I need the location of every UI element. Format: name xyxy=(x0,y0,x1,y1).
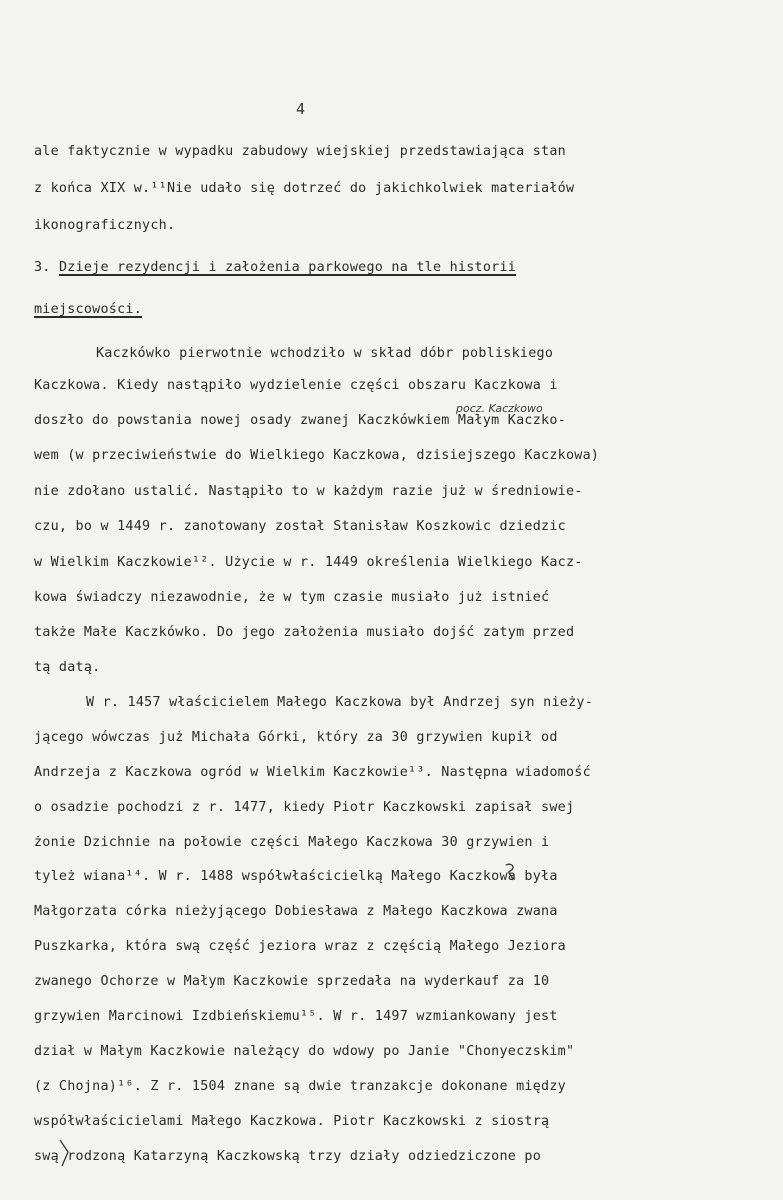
text-line: z końca XIX w.¹¹Nie udało się dotrzeć do jakichkolwiek materiałów xyxy=(34,181,575,196)
text-line: Puszkarka, która swą część jeziora wraz z częścią Małego Jeziora xyxy=(34,939,566,954)
text-line: tą datą. xyxy=(34,660,101,675)
text-line: doszło do powstania nowej osady zwanej Kaczkówkiem Małym Kaczko- xyxy=(34,413,566,428)
text-line: współwłaścicielami Małego Kaczkowa. Piotr Kaczkowski z siostrą xyxy=(34,1114,550,1129)
text-line: Andrzeja z Kaczkowa ogród w Wielkim Kaczkowie¹³. Następna wiadomość xyxy=(34,765,591,780)
text-line: kowa świadczy niezawodnie, że w tym czasie musiało już istnieć xyxy=(34,590,550,605)
text-line: tyleż wiana¹⁴. W r. 1488 współwłaścicielką Małego Kaczkowa była xyxy=(34,869,558,884)
text-line: swą rodzoną Katarzyną Kaczkowską trzy działy odziedziczone po xyxy=(34,1149,542,1164)
handwritten-insertion: pocz. Kaczkowo xyxy=(456,402,543,415)
text-line: Kaczkowa. Kiedy nastąpiło wydzielenie części obszaru Kaczkowa i xyxy=(34,378,558,393)
text-line: czu, bo w 1449 r. zanotowany został Stanisław Koszkowic dziedzic xyxy=(34,519,566,534)
text-line: ikonograficznych. xyxy=(34,218,176,233)
text-line: zwanego Ochorze w Małym Kaczkowie sprzedała na wyderkauf za 10 xyxy=(34,974,550,989)
handwritten-strike-mark xyxy=(56,1138,76,1168)
handwritten-mark xyxy=(500,862,520,882)
text-line: grzywien Marcinowi Izdbieńskiemu¹⁵. W r. 1497 wzmiankowany jest xyxy=(34,1009,558,1024)
text-line: ale faktycznie w wypadku zabudowy wiejskiej przedstawiająca stan xyxy=(34,144,566,159)
text-line: o osadzie pochodzi z r. 1477, kiedy Piotr Kaczkowski zapisał swej xyxy=(34,800,575,815)
text-line: wem (w przeciwieństwie do Wielkiego Kaczkowa, dzisiejszego Kaczkowa) xyxy=(34,448,600,463)
text-line: także Małe Kaczkówko. Do jego założenia musiało dojść zatym przed xyxy=(34,625,575,640)
text-line: Małgorzata córka nieżyjącego Dobiesława z Małego Kaczkowa zwana xyxy=(34,904,558,919)
text-line: (z Chojna)¹⁶. Z r. 1504 znane są dwie tranzakcje dokonane między xyxy=(34,1079,566,1094)
text-line: w Wielkim Kaczkowie¹². Użycie w r. 1449 określenia Wielkiego Kacz- xyxy=(34,555,583,570)
text-line: dział w Małym Kaczkowie należący do wdowy po Janie "Chonyeczskim" xyxy=(34,1044,575,1059)
text-line: jącego wówczas już Michała Górki, który za 30 grzywien kupił od xyxy=(34,730,558,745)
text-line: żonie Dzichnie na połowie części Małego Kaczkowa 30 grzywien i xyxy=(34,835,550,850)
section-title-line-2: miejscowości. xyxy=(34,302,143,317)
section-title-line-1: Dzieje rezydencji i założenia parkowego na tle historii xyxy=(58,260,517,275)
text-line: nie zdołano ustalić. Nastąpiło to w każdym razie już w średniowie- xyxy=(34,484,583,499)
text-line: W r. 1457 właścicielem Małego Kaczkowa był Andrzej syn nieży- xyxy=(86,695,594,710)
section-number: 3. xyxy=(34,260,51,275)
text-line: Kaczkówko pierwotnie wchodziło w skład dóbr pobliskiego xyxy=(96,346,554,361)
page-number: 4 xyxy=(296,100,306,118)
